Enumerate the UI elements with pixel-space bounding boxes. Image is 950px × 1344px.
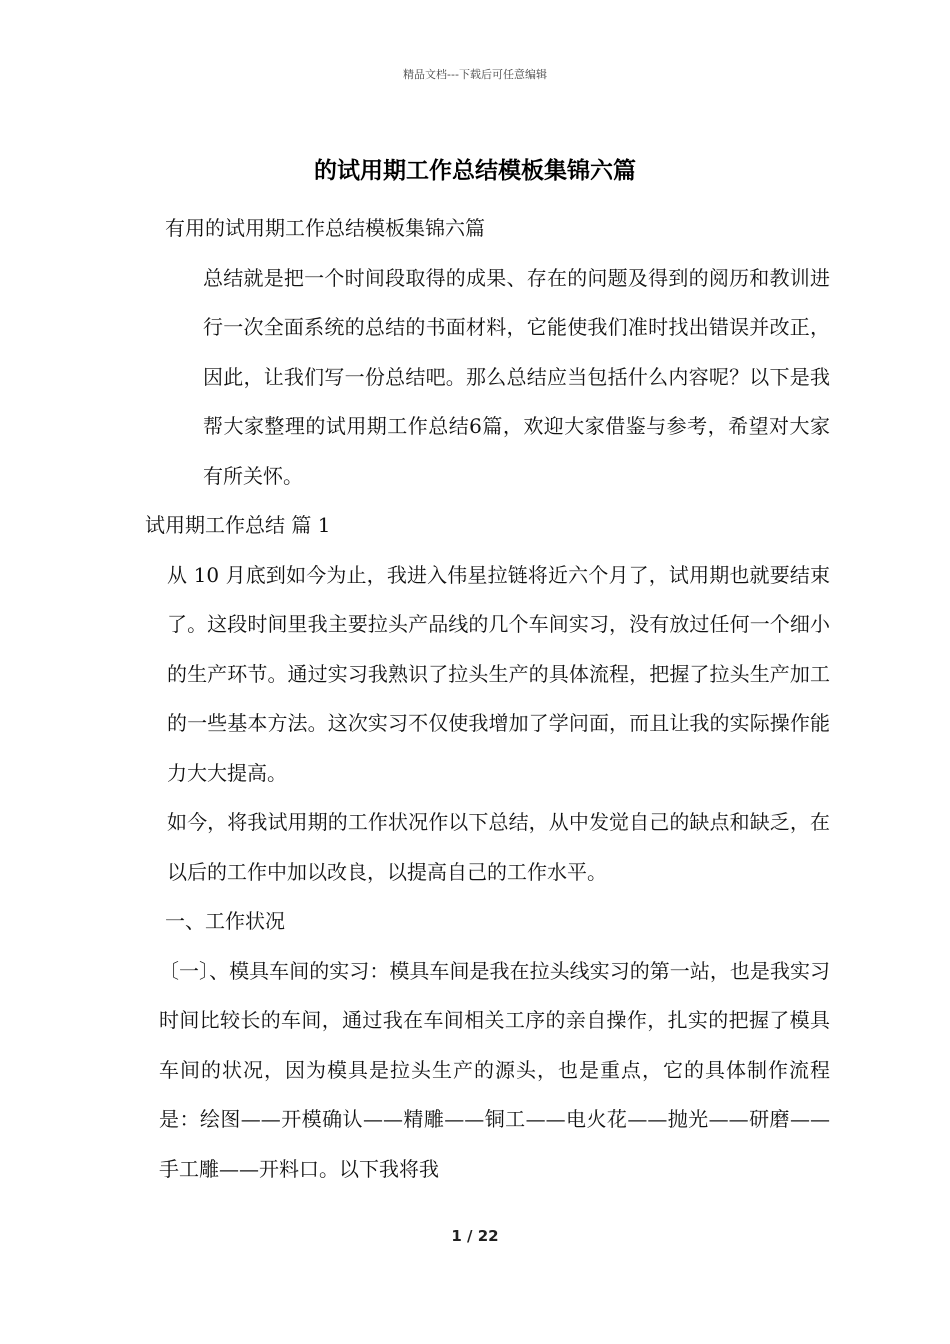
subsection-heading: 一、工作状况 (165, 909, 285, 933)
subtitle-paragraph: 有用的试用期工作总结模板集锦六篇 (165, 216, 485, 240)
document-header-note: 精品文档---下载后可任意编辑 (403, 68, 547, 81)
document-body (145, 204, 830, 1194)
body-paragraph: 〔一〕、模具车间的实习：模具车间是我在拉头线实习的第一站，也是我实习时间比较长的车间，通过我在车间相关工序的亲自操作，扎实的把握了模具车间的状况，因为模具是拉头生产的源头，也是重点，它的具体制作流程是：绘图——开模确认——精雕——铜工——电火花——抛光——研磨——手工雕——开料口。以下我将我 (159, 958, 830, 1181)
section-heading: 试用期工作总结 篇 1 (145, 513, 331, 537)
intro-paragraph: 总结就是把一个时间段取得的成果、存在的问题及得到的阅历和教训进行一次全面系统的总结的书面材料，它能使我们准时找出错误并改正，因此，让我们写一份总结吧。那么总结应当包括什么内容呢？以下是我帮大家整理的试用期工作总结6篇，欢迎大家借鉴与参考，希望对大家有所关怀。 (203, 265, 830, 488)
document-title: 的试用期工作总结模板集锦六篇 (314, 157, 636, 184)
body-paragraph: 从 10 月底到如今为止，我进入伟星拉链将近六个月了，试用期也就要结束了。这段时间里我主要拉头产品线的几个车间实习，没有放过任何一个细小的生产环节。通过实习我熟识了拉头生产的具体流程，把握了拉头生产加工的一些基本方法。这次实习不仅使我增加了学问面，而且让我的实际操作能力大大提高。 (167, 562, 830, 785)
page-number: 1 / 22 (451, 1227, 499, 1245)
body-paragraph: 如今，将我试用期的工作状况作以下总结，从中发觉自己的缺点和缺乏，在以后的工作中加以改良，以提高自己的工作水平。 (167, 810, 830, 884)
